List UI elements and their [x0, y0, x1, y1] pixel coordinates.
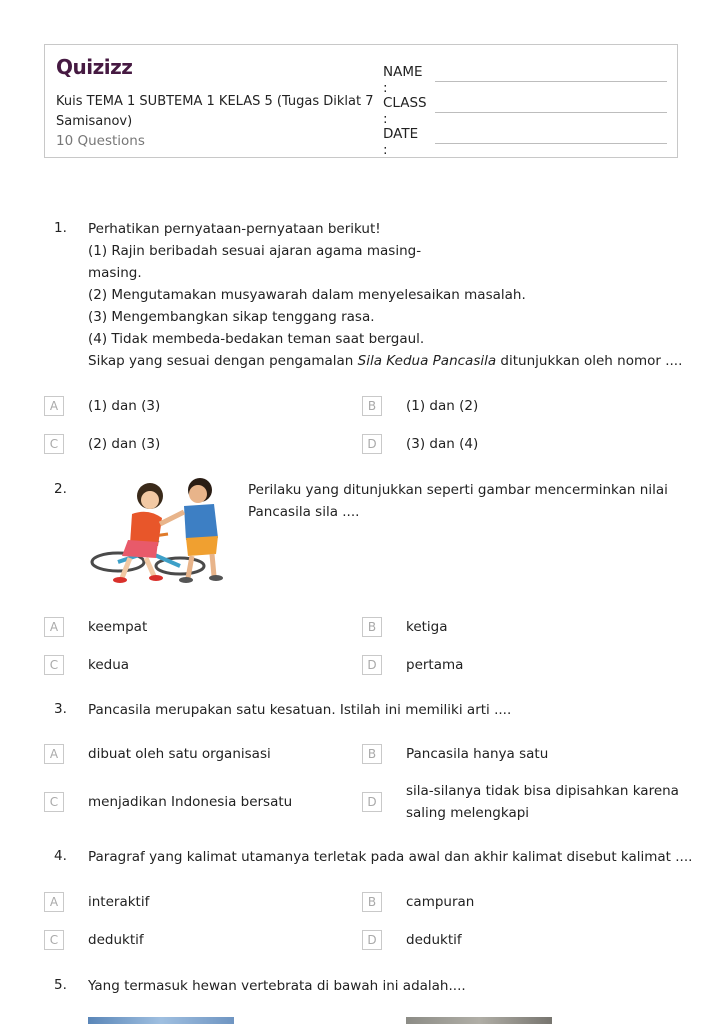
q3-option-d-line: sila-silanya tidak bisa dipisahkan karena: [406, 783, 679, 799]
question-1-line: (2) Mengutamakan musyawarah dalam menyelesaikan masalah.: [88, 287, 526, 303]
q1-option-c-letter[interactable]: C: [44, 434, 64, 454]
question-1-line: [88, 350, 682, 372]
question-5-number: 5.: [54, 977, 67, 993]
children-bicycle-illustration: [88, 474, 234, 594]
question-1-text: [88, 218, 682, 372]
q4-option-b-text[interactable]: campuran: [406, 894, 475, 910]
q4-option-a-text[interactable]: interaktif: [88, 894, 150, 910]
q2-option-b-letter[interactable]: B: [362, 617, 382, 637]
quiz-title: Kuis TEMA 1 SUBTEMA 1 KELAS 5 (Tugas Diklat 7 Samisanov): [56, 94, 374, 129]
q3-option-d-letter[interactable]: D: [362, 792, 382, 812]
question-1-line: (3) Mengembangkan sikap tenggang rasa.: [88, 309, 375, 325]
q4-option-d-letter[interactable]: D: [362, 930, 382, 950]
q1-option-b-letter[interactable]: B: [362, 396, 382, 416]
q4-option-c-text[interactable]: deduktif: [88, 932, 144, 948]
q2-option-a-text[interactable]: keempat: [88, 619, 148, 635]
class-label: CLASS :: [383, 95, 427, 127]
q2-option-c-letter[interactable]: C: [44, 655, 64, 675]
question-2-text: [248, 479, 668, 523]
worksheet-header: [44, 44, 678, 158]
question-1-line: (1) Rajin beribadah sesuai ajaran agama masing-: [88, 243, 422, 259]
question-2-line: Perilaku yang ditunjukkan seperti gambar mencerminkan nilai: [248, 482, 668, 498]
q3-option-b-letter[interactable]: B: [362, 744, 382, 764]
question-2-number: 2.: [54, 481, 67, 497]
q4-option-c-letter[interactable]: C: [44, 930, 64, 950]
question-3-line: Pancasila merupakan satu kesatuan. Istilah ini memiliki arti ....: [88, 702, 512, 718]
q1-option-d-text[interactable]: (3) dan (4): [406, 436, 479, 452]
q1-option-a-letter[interactable]: A: [44, 396, 64, 416]
question-4-text: [88, 846, 692, 868]
question-3-text: [88, 699, 511, 721]
question-1-line: Perhatikan pernyataan-pernyataan berikut!: [88, 221, 381, 237]
q3-option-b-text[interactable]: Pancasila hanya satu: [406, 746, 549, 762]
q3-option-a-letter[interactable]: A: [44, 744, 64, 764]
name-line[interactable]: [435, 81, 667, 82]
date-line[interactable]: [435, 143, 667, 144]
q2-option-d-text[interactable]: pertama: [406, 657, 464, 673]
question-4-line: Paragraf yang kalimat utamanya terletak pada awal dan akhir kalimat disebut kalimat ....: [88, 849, 693, 865]
date-label: DATE :: [383, 126, 419, 158]
q1-option-c-text[interactable]: (2) dan (3): [88, 436, 161, 452]
question-count: 10 Questions: [56, 133, 145, 149]
question-1-line: masing.: [88, 265, 142, 281]
question-5-line: Yang termasuk hewan vertebrata di bawah ini adalah....: [88, 978, 466, 994]
quizizz-logo: Quizizz: [56, 55, 133, 79]
q3-option-c-text[interactable]: menjadikan Indonesia bersatu: [88, 794, 293, 810]
question-1-line-start: Sikap yang sesuai dengan pengamalan: [88, 353, 358, 369]
q3-option-c-letter[interactable]: C: [44, 792, 64, 812]
question-1-line-end: ditunjukkan oleh nomor ....: [496, 353, 683, 369]
q1-option-b-text[interactable]: (1) dan (2): [406, 398, 479, 414]
question-3-number: 3.: [54, 701, 67, 717]
q2-option-a-letter[interactable]: A: [44, 617, 64, 637]
q4-option-a-letter[interactable]: A: [44, 892, 64, 912]
q2-option-d-letter[interactable]: D: [362, 655, 382, 675]
question-1-line: (4) Tidak membeda-bedakan teman saat bergaul.: [88, 331, 425, 347]
name-label: NAME :: [383, 64, 423, 96]
q3-option-d-line: saling melengkapi: [406, 805, 530, 821]
question-5-text: [88, 975, 466, 997]
q5-option-a-image[interactable]: [88, 1017, 234, 1024]
q2-option-b-text[interactable]: ketiga: [406, 619, 448, 635]
question-1-number: 1.: [54, 220, 67, 236]
question-4-number: 4.: [54, 848, 67, 864]
q3-option-d-text[interactable]: [406, 780, 679, 824]
q5-option-b-image[interactable]: [406, 1017, 552, 1024]
q1-option-d-letter[interactable]: D: [362, 434, 382, 454]
q3-option-a-text[interactable]: dibuat oleh satu organisasi: [88, 746, 271, 762]
question-2-line: Pancasila sila ....: [248, 504, 360, 520]
class-line[interactable]: [435, 112, 667, 113]
q4-option-d-text[interactable]: deduktif: [406, 932, 462, 948]
q2-option-c-text[interactable]: kedua: [88, 657, 130, 673]
q4-option-b-letter[interactable]: B: [362, 892, 382, 912]
q1-option-a-text[interactable]: (1) dan (3): [88, 398, 161, 414]
question-1-italic-phrase: Sila Kedua Pancasila: [357, 353, 497, 369]
